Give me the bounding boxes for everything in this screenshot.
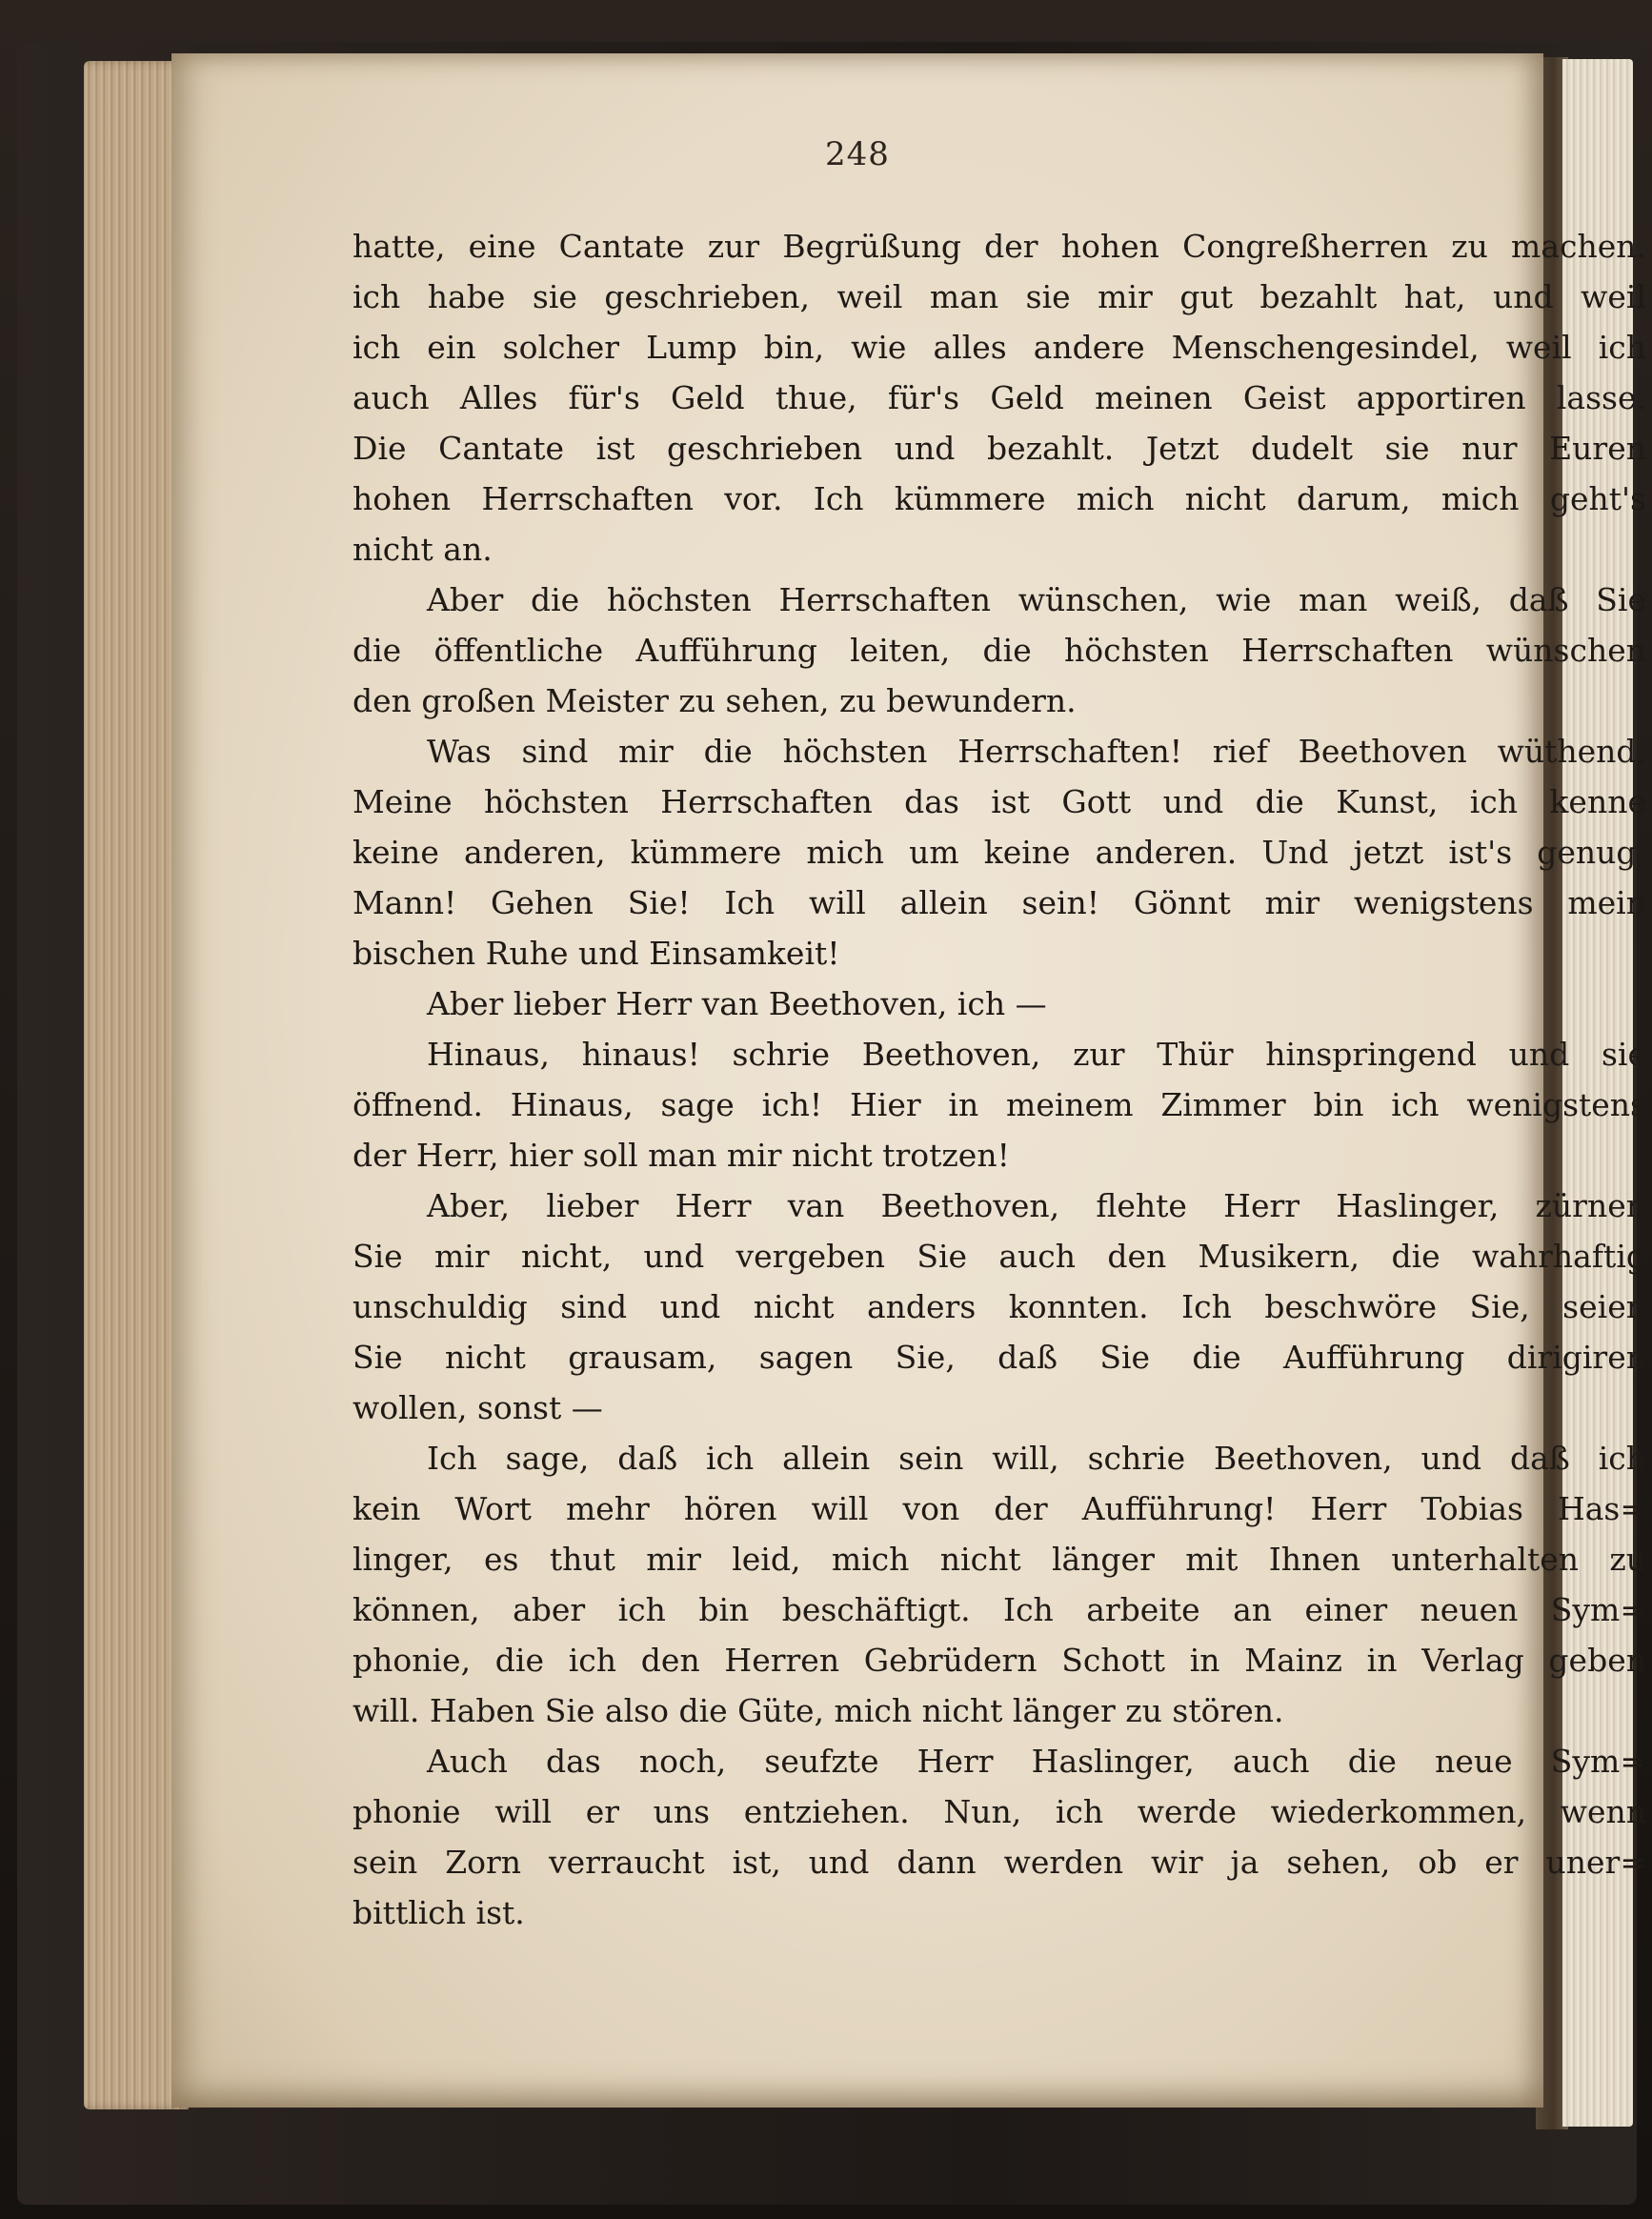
text-line: Meine höchsten Herrschaften das ist Gott und die Kunst, ich kenne	[353, 783, 1646, 820]
text-line: phonie will er uns entziehen. Nun, ich werde wiederkommen, wenn	[353, 1793, 1646, 1830]
text-line: ich habe sie geschrieben, weil man sie mir gut bezahlt hat, und weil	[353, 278, 1646, 315]
text-line: keine anderen, kümmere mich um keine anderen. Und jetzt ist's genug,	[353, 834, 1646, 871]
text-line: wollen, sonst —	[353, 1389, 603, 1426]
text-line: die öffentliche Aufführung leiten, die höchsten Herrschaften wünschen	[353, 632, 1646, 669]
text-line: öffnend. Hinaus, sage ich! Hier in meinem Zimmer bin ich wenigstens	[353, 1086, 1646, 1123]
text-line: Sie nicht grausam, sagen Sie, daß Sie die Aufführung dirigiren	[353, 1339, 1646, 1376]
text-line: der Herr, hier soll man mir nicht trotzen!	[353, 1137, 1010, 1174]
text-line: will. Haben Sie also die Güte, mich nicht länger zu stören.	[353, 1692, 1284, 1729]
page-body-text	[353, 221, 1646, 1938]
text-line: kein Wort mehr hören will von der Aufführung! Herr Tobias Has=	[353, 1490, 1646, 1527]
text-line: können, aber ich bin beschäftigt. Ich arbeite an einer neuen Sym=	[353, 1591, 1646, 1628]
text-line: bittlich ist.	[353, 1894, 525, 1931]
text-line: hatte, eine Cantate zur Begrüßung der hohen Congreßherren zu machen.	[353, 228, 1646, 265]
text-line: hohen Herrschaften vor. Ich kümmere mich nicht darum, mich geht's	[353, 480, 1646, 517]
text-line: Aber lieber Herr van Beethoven, ich —	[427, 985, 1047, 1022]
text-line: Auch das noch, seufzte Herr Haslinger, auch die neue Sym=	[427, 1743, 1646, 1780]
page-number: 248	[825, 135, 890, 173]
text-line: Hinaus, hinaus! schrie Beethoven, zur Thür hinspringend und sie	[427, 1036, 1646, 1073]
text-line: Die Cantate ist geschrieben und bezahlt. Jetzt dudelt sie nur Euren	[353, 430, 1646, 467]
text-line: phonie, die ich den Herren Gebrüdern Schott in Mainz in Verlag geben	[353, 1642, 1646, 1679]
text-line: sein Zorn verraucht ist, und dann werden wir ja sehen, ob er uner=	[353, 1844, 1646, 1881]
text-line: unschuldig sind und nicht anders konnten. Ich beschwöre Sie, seien	[353, 1288, 1646, 1325]
text-line: auch Alles für's Geld thue, für's Geld meinen Geist apportiren lasse.	[353, 379, 1646, 416]
text-line: Aber, lieber Herr van Beethoven, flehte Herr Haslinger, zürnen	[427, 1187, 1646, 1224]
text-line: Sie mir nicht, und vergeben Sie auch den Musikern, die wahrhaftig	[353, 1238, 1646, 1275]
text-line: den großen Meister zu sehen, zu bewundern.	[353, 682, 1077, 719]
text-line: bischen Ruhe und Einsamkeit!	[353, 935, 840, 972]
text-line: linger, es thut mir leid, mich nicht länger mit Ihnen unterhalten zu	[353, 1541, 1646, 1578]
text-line: ich ein solcher Lump bin, wie alles andere Menschengesindel, weil ich	[353, 329, 1646, 366]
text-line: nicht an.	[353, 531, 493, 568]
book-page	[171, 53, 1646, 2108]
text-line: Aber die höchsten Herrschaften wünschen, wie man weiß, daß Sie	[427, 581, 1646, 618]
text-line: Mann! Gehen Sie! Ich will allein sein! Gönnt mir wenigstens mein	[353, 884, 1646, 921]
text-line: Ich sage, daß ich allein sein will, schrie Beethoven, und daß ich	[427, 1440, 1646, 1477]
text-line: Was sind mir die höchsten Herrschaften! rief Beethoven wüthend.	[427, 733, 1646, 770]
